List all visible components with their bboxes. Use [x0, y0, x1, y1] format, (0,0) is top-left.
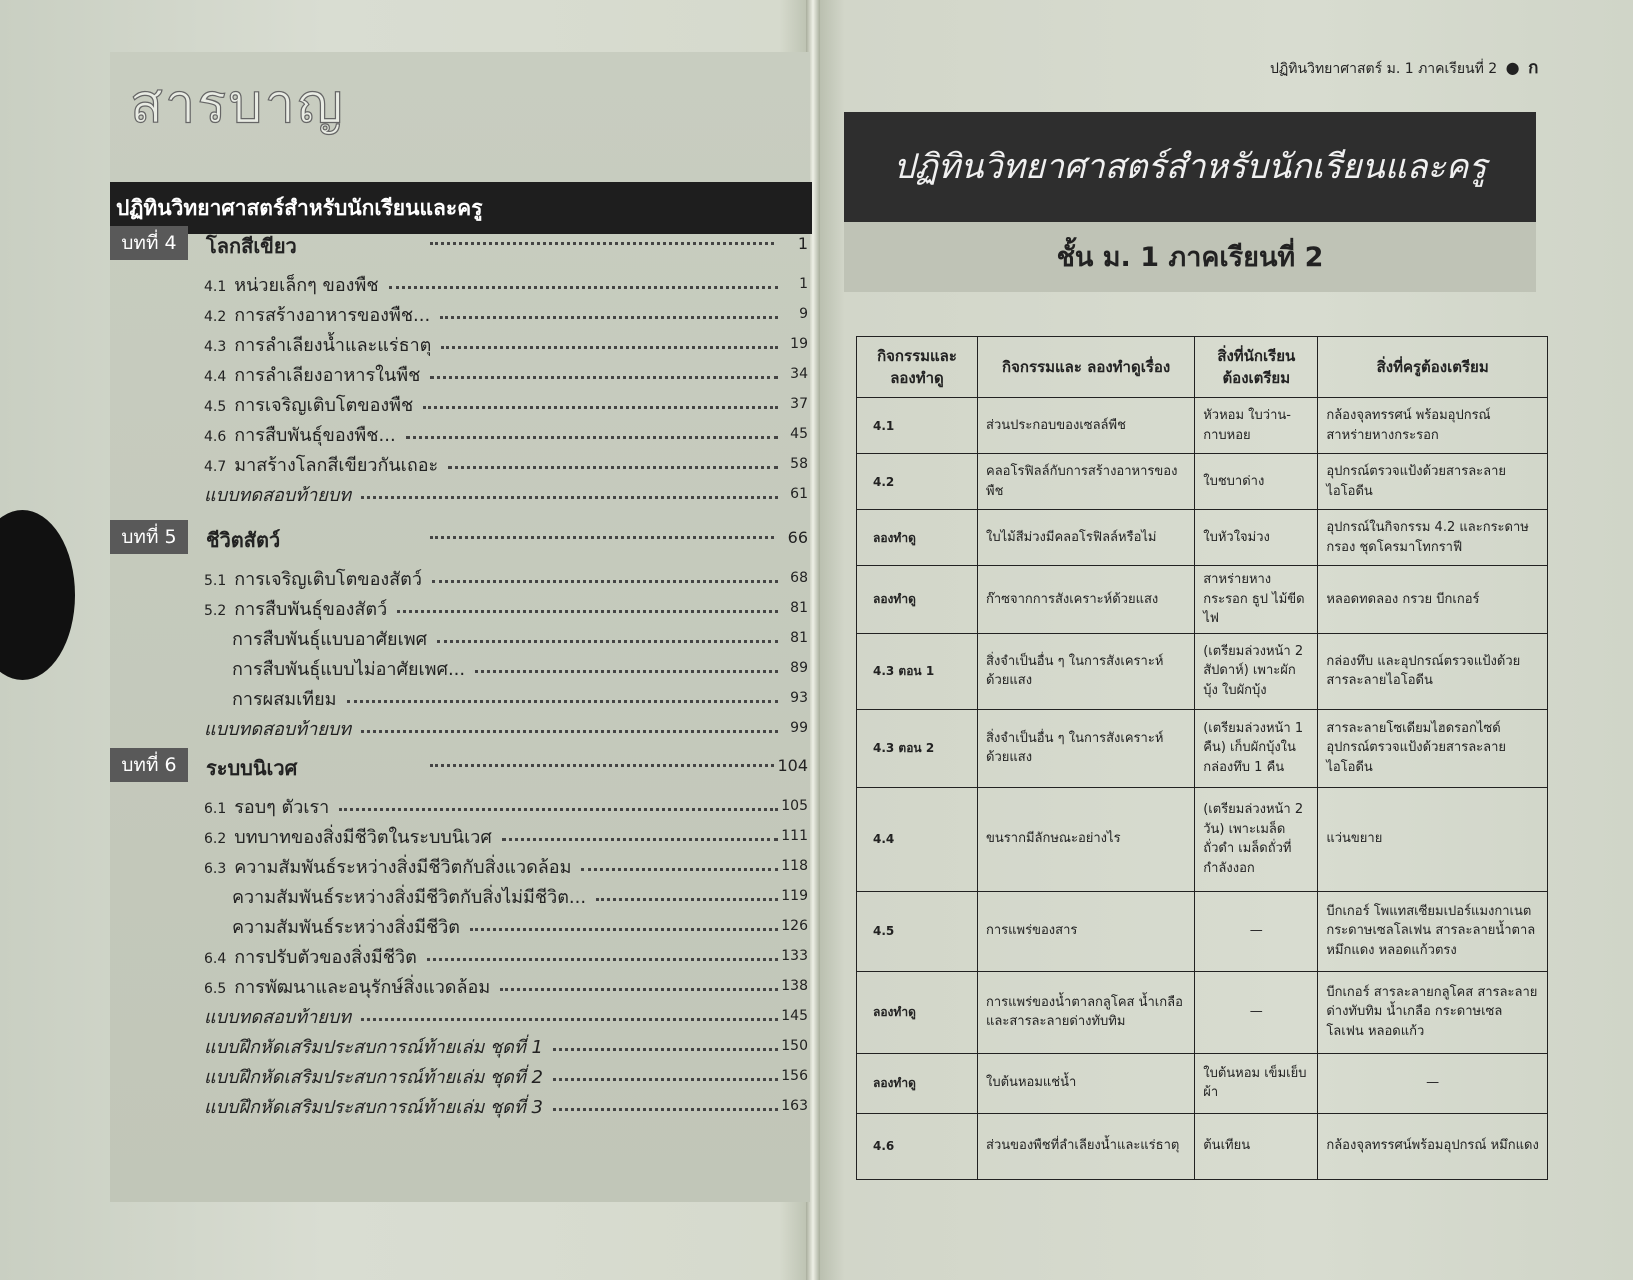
cell-teacher-prep: สารละลายโซเดียมไฮดรอกไซด์ อุปกรณ์ตรวจแป้งด้วยสารละลายไอโอดีน — [1318, 709, 1548, 787]
item-number: 4.1 — [204, 279, 227, 295]
item-label: การสืบพันธุ์แบบไม่อาศัยเพศ... — [232, 659, 466, 680]
leader-dots — [430, 764, 774, 767]
leader-dots — [361, 496, 778, 499]
leader-dots — [553, 1108, 778, 1111]
item-page: 89 — [790, 660, 808, 676]
leader-dots — [430, 242, 774, 245]
cell-topic: ก๊าซจากการสังเคราะห์ด้วยแสง — [978, 566, 1195, 634]
table-row — [857, 709, 1548, 787]
cell-activity: 4.1 — [857, 398, 978, 454]
item-label: การสืบพันธุ์ของพืช... — [234, 425, 396, 446]
item-number: 4.3 — [204, 339, 227, 355]
chapter-tag: บทที่ 4 — [110, 226, 188, 260]
leader-dots — [361, 730, 778, 733]
dash-mark: — — [1426, 1075, 1440, 1091]
activity-table — [856, 336, 1548, 1180]
table-header-row — [857, 337, 1548, 398]
contents-item — [204, 852, 808, 880]
chapter-heading — [110, 226, 810, 262]
cell-student-prep: (เตรียมล่วงหน้า 2 วัน) เพาะเมล็ดถั่วดำ เมล็ดถั่วที่กำลังงอก — [1195, 787, 1318, 891]
leader-dots — [553, 1078, 778, 1081]
leader-dots — [427, 958, 778, 961]
chapter-title: ระบบนิเวศ — [206, 756, 298, 780]
cell-topic: สิ่งจำเป็นอื่น ๆ ในการสังเคราะห์ด้วยแสง — [978, 709, 1195, 787]
item-label: ความสัมพันธ์ระหว่างสิ่งมีชีวิตกับสิ่งแวดล้อม — [234, 857, 572, 878]
cell-topic: สิ่งจำเป็นอื่น ๆ ในการสังเคราะห์ด้วยแสง — [978, 633, 1195, 709]
item-label: ความสัมพันธ์ระหว่างสิ่งมีชีวิต — [232, 917, 460, 938]
header-activity: กิจกรรมและ ลองทำดู — [857, 337, 978, 398]
cell-topic: คลอโรฟิลล์กับการสร้างอาหารของพืช — [978, 454, 1195, 510]
contents-item — [204, 450, 808, 478]
leader-dots — [430, 536, 774, 539]
item-page: 145 — [781, 1008, 808, 1024]
item-page: 1 — [799, 276, 808, 292]
item-page: 61 — [790, 486, 808, 502]
table-row — [857, 633, 1548, 709]
item-label: แบบทดสอบท้ายบท — [204, 719, 352, 740]
table-row — [857, 787, 1548, 891]
contents-item — [204, 594, 808, 622]
dash-mark: — — [1249, 923, 1263, 939]
item-page: 81 — [790, 600, 808, 616]
chapter-heading — [110, 520, 810, 556]
cell-activity: 4.2 — [857, 454, 978, 510]
item-label: การผสมเทียม — [232, 689, 337, 710]
contents-item — [204, 1032, 808, 1060]
item-label: ความสัมพันธ์ระหว่างสิ่งมีชีวิตกับสิ่งไม่มีชีวิต... — [232, 887, 587, 908]
leader-dots — [475, 670, 778, 673]
item-page: 111 — [781, 828, 808, 844]
contents-item — [204, 714, 808, 742]
item-label: การสืบพันธุ์ของสัตว์ — [234, 599, 388, 620]
cell-teacher-prep: อุปกรณ์ในกิจกรรม 4.2 และกระดาษกรอง ชุดโครมาโทกราฟี — [1318, 510, 1548, 566]
contents-item — [204, 270, 808, 298]
item-label: การปรับตัวของสิ่งมีชีวิต — [234, 947, 417, 968]
calendar-title: ปฏิทินวิทยาศาสตร์สำหรับนักเรียนและครู — [844, 112, 1536, 222]
contents-item — [204, 300, 808, 328]
cell-teacher-prep: บีกเกอร์ สารละลายกลูโคส สารละลายด่างทับทิม น้ำเกลือ กระดาษเซลโลเฟน หลอดแก้ว — [1318, 971, 1548, 1053]
leader-dots — [553, 1048, 778, 1051]
cell-teacher-prep: บีกเกอร์ โพแทสเซียมเปอร์แมงกาเนต กระดาษเซลโลเฟน สารละลายน้ำตาล หมึกแดง หลอดแก้วตรง — [1318, 891, 1548, 971]
header-teacher-prep: สิ่งที่ครูต้องเตรียม — [1318, 337, 1548, 398]
item-label: การเจริญเติบโตของพืช — [234, 395, 414, 416]
contents-item — [204, 330, 808, 358]
item-page: 163 — [781, 1098, 808, 1114]
item-page: 133 — [781, 948, 808, 964]
item-label: แบบฝึกหัดเสริมประสบการณ์ท้ายเล่ม ชุดที่ 1 — [204, 1037, 543, 1058]
dash-mark: — — [1249, 1004, 1263, 1020]
contents-item — [204, 420, 808, 448]
cell-student-prep — [1195, 971, 1318, 1053]
leader-dots — [470, 928, 778, 931]
contents-item — [232, 624, 808, 652]
item-label: หน่วยเล็กๆ ของพืช — [234, 275, 379, 296]
item-label: การพัฒนาและอนุรักษ์สิ่งแวดล้อม — [234, 977, 491, 998]
item-page: 118 — [781, 858, 808, 874]
cell-student-prep: (เตรียมล่วงหน้า 2 สัปดาห์) เพาะผักบุ้ง ใบผักบุ้ง — [1195, 633, 1318, 709]
leader-dots — [437, 640, 778, 643]
chapter-page: 1 — [797, 234, 808, 253]
table-row — [857, 891, 1548, 971]
item-number: 6.2 — [204, 831, 227, 847]
cell-teacher-prep — [1318, 1053, 1548, 1113]
running-head-text: ปฏิทินวิทยาศาสตร์ ม. 1 ภาคเรียนที่ 2 — [1270, 61, 1498, 77]
cell-activity: ลองทำดู — [857, 510, 978, 566]
leader-dots — [500, 988, 778, 991]
leader-dots — [339, 808, 778, 811]
item-label: บทบาทของสิ่งมีชีวิตในระบบนิเวศ — [234, 827, 492, 848]
contents-item — [204, 792, 808, 820]
item-page: 126 — [781, 918, 808, 934]
chapter-tag: บทที่ 6 — [110, 748, 188, 782]
cell-topic: ขนรากมีลักษณะอย่างไร — [978, 787, 1195, 891]
grade-title: ชั้น ม. 1 ภาคเรียนที่ 2 — [844, 222, 1536, 292]
leader-dots — [423, 406, 778, 409]
cell-topic: การแพร่ของสาร — [978, 891, 1195, 971]
item-page: 99 — [790, 720, 808, 736]
item-page: 45 — [790, 426, 808, 442]
cell-student-prep: (เตรียมล่วงหน้า 1 คืน) เก็บผักบุ้งในกล่องทึบ 1 คืน — [1195, 709, 1318, 787]
contents-item — [232, 912, 808, 940]
contents-band-title: ปฏิทินวิทยาศาสตร์สำหรับนักเรียนและครู — [110, 182, 812, 234]
table-row — [857, 1053, 1548, 1113]
contents-item — [232, 882, 808, 910]
table-row — [857, 566, 1548, 634]
leader-dots — [440, 316, 778, 319]
chapter-heading — [110, 748, 810, 784]
item-page: 68 — [790, 570, 808, 586]
leader-dots — [596, 898, 778, 901]
cell-student-prep: สาหร่ายหางกระรอก ธูป ไม้ขีดไฟ — [1195, 566, 1318, 634]
cell-topic: ส่วนของพืชที่ลำเลียงน้ำและแร่ธาตุ — [978, 1113, 1195, 1179]
item-number: 4.6 — [204, 429, 227, 445]
item-label: แบบฝึกหัดเสริมประสบการณ์ท้ายเล่ม ชุดที่ 2 — [204, 1067, 543, 1088]
contents-item — [204, 1002, 808, 1030]
cell-student-prep: ใบต้นหอม เข็มเย็บผ้า — [1195, 1053, 1318, 1113]
item-page: 19 — [790, 336, 808, 352]
table-row — [857, 454, 1548, 510]
item-label: แบบฝึกหัดเสริมประสบการณ์ท้ายเล่ม ชุดที่ 3 — [204, 1097, 543, 1118]
contents-item — [204, 972, 808, 1000]
item-page: 138 — [781, 978, 808, 994]
item-page: 119 — [781, 888, 808, 904]
cell-teacher-prep: กล่องทึบ และอุปกรณ์ตรวจแป้งด้วยสารละลายไอโอดีน — [1318, 633, 1548, 709]
cell-teacher-prep: แว่นขยาย — [1318, 787, 1548, 891]
cell-activity: 4.3 ตอน 1 — [857, 633, 978, 709]
contents-item — [204, 564, 808, 592]
cell-student-prep: ต้นเทียน — [1195, 1113, 1318, 1179]
cell-student-prep: ใบชบาด่าง — [1195, 454, 1318, 510]
item-page: 37 — [790, 396, 808, 412]
cell-topic: ใบไม้สีม่วงมีคลอโรฟิลล์หรือไม่ — [978, 510, 1195, 566]
table-row — [857, 1113, 1548, 1179]
item-label: การลำเลียงน้ำและแร่ธาตุ — [234, 335, 432, 356]
contents-item — [204, 942, 808, 970]
cell-teacher-prep: หลอดทดลอง กรวย บีกเกอร์ — [1318, 566, 1548, 634]
leader-dots — [406, 436, 778, 439]
leader-dots — [432, 580, 778, 583]
contents-item — [204, 822, 808, 850]
chapter-tag: บทที่ 5 — [110, 520, 188, 554]
cell-teacher-prep: อุปกรณ์ตรวจแป้งด้วยสารละลายไอโอดีน — [1318, 454, 1548, 510]
item-number: 4.2 — [204, 309, 227, 325]
activity-table-body — [857, 398, 1548, 1180]
contents-item — [232, 684, 808, 712]
item-number: 6.3 — [204, 861, 227, 877]
header-student-prep: สิ่งที่นักเรียน ต้องเตรียม — [1195, 337, 1318, 398]
contents-item — [204, 1092, 808, 1120]
cell-activity: 4.5 — [857, 891, 978, 971]
item-label: การสร้างอาหารของพืช... — [234, 305, 431, 326]
item-label: การเจริญเติบโตของสัตว์ — [234, 569, 422, 590]
chapter-page: 66 — [787, 528, 808, 547]
contents-item — [204, 1062, 808, 1090]
cell-student-prep: หัวหอม ใบว่าน-กาบหอย — [1195, 398, 1318, 454]
item-page: 9 — [799, 306, 808, 322]
cell-activity: 4.3 ตอน 2 — [857, 709, 978, 787]
table-row — [857, 398, 1548, 454]
leader-dots — [581, 868, 778, 871]
leader-dots — [430, 376, 778, 379]
leader-dots — [502, 838, 778, 841]
contents-item — [232, 654, 808, 682]
item-page: 150 — [781, 1038, 808, 1054]
leader-dots — [361, 1018, 778, 1021]
item-label: การลำเลียงอาหารในพืช — [234, 365, 421, 386]
item-number: 5.2 — [204, 603, 227, 619]
contents-item — [204, 390, 808, 418]
chapter-title: โลกสีเขียว — [206, 234, 297, 258]
item-page: 58 — [790, 456, 808, 472]
header-topic: กิจกรรมและ ลองทำดูเรื่อง — [978, 337, 1195, 398]
item-label: การสืบพันธุ์แบบอาศัยเพศ — [232, 629, 428, 650]
cell-activity: 4.6 — [857, 1113, 978, 1179]
leader-dots — [389, 286, 778, 289]
contents-item — [204, 480, 808, 508]
cell-activity: ลองทำดู — [857, 971, 978, 1053]
item-label: รอบๆ ตัวเรา — [234, 797, 330, 818]
item-page: 81 — [790, 630, 808, 646]
contents-heading: สารบาญ — [130, 72, 345, 135]
cell-teacher-prep: กล้องจุลทรรศน์ พร้อมอุปกรณ์ สาหร่ายหางกระรอก — [1318, 398, 1548, 454]
bullet-icon: ● — [1505, 58, 1520, 77]
cell-activity: ลองทำดู — [857, 566, 978, 634]
chapter-page: 104 — [777, 756, 808, 775]
cell-topic: ใบต้นหอมแช่น้ำ — [978, 1053, 1195, 1113]
item-number: 6.1 — [204, 801, 227, 817]
cell-topic: การแพร่ของน้ำตาลกลูโคส น้ำเกลือ และสารละลายด่างทับทิม — [978, 971, 1195, 1053]
contents-item — [204, 360, 808, 388]
item-label: มาสร้างโลกสีเขียวกันเถอะ — [234, 455, 439, 476]
cell-activity: 4.4 — [857, 787, 978, 891]
chapter-title: ชีวิตสัตว์ — [206, 528, 281, 552]
item-page: 156 — [781, 1068, 808, 1084]
cell-activity: ลองทำดู — [857, 1053, 978, 1113]
cell-topic: ส่วนประกอบของเซลล์พืช — [978, 398, 1195, 454]
item-number: 6.5 — [204, 981, 227, 997]
table-row — [857, 510, 1548, 566]
leader-dots — [347, 700, 778, 703]
leader-dots — [441, 346, 778, 349]
item-number: 6.4 — [204, 951, 227, 967]
cell-student-prep — [1195, 891, 1318, 971]
cell-student-prep: ใบหัวใจม่วง — [1195, 510, 1318, 566]
leader-dots — [397, 610, 778, 613]
item-number: 4.5 — [204, 399, 227, 415]
table-row — [857, 971, 1548, 1053]
item-page: 34 — [790, 366, 808, 382]
item-page: 93 — [790, 690, 808, 706]
page-letter: ก — [1528, 58, 1539, 78]
item-label: แบบทดสอบท้ายบท — [204, 485, 352, 506]
item-number: 5.1 — [204, 573, 227, 589]
item-number: 4.7 — [204, 459, 227, 475]
item-label: แบบทดสอบท้ายบท — [204, 1007, 352, 1028]
item-number: 4.4 — [204, 369, 227, 385]
cell-teacher-prep: กล้องจุลทรรศน์พร้อมอุปกรณ์ หมึกแดง — [1318, 1113, 1548, 1179]
leader-dots — [448, 466, 778, 469]
running-head — [1270, 54, 1538, 81]
item-page: 105 — [781, 798, 808, 814]
